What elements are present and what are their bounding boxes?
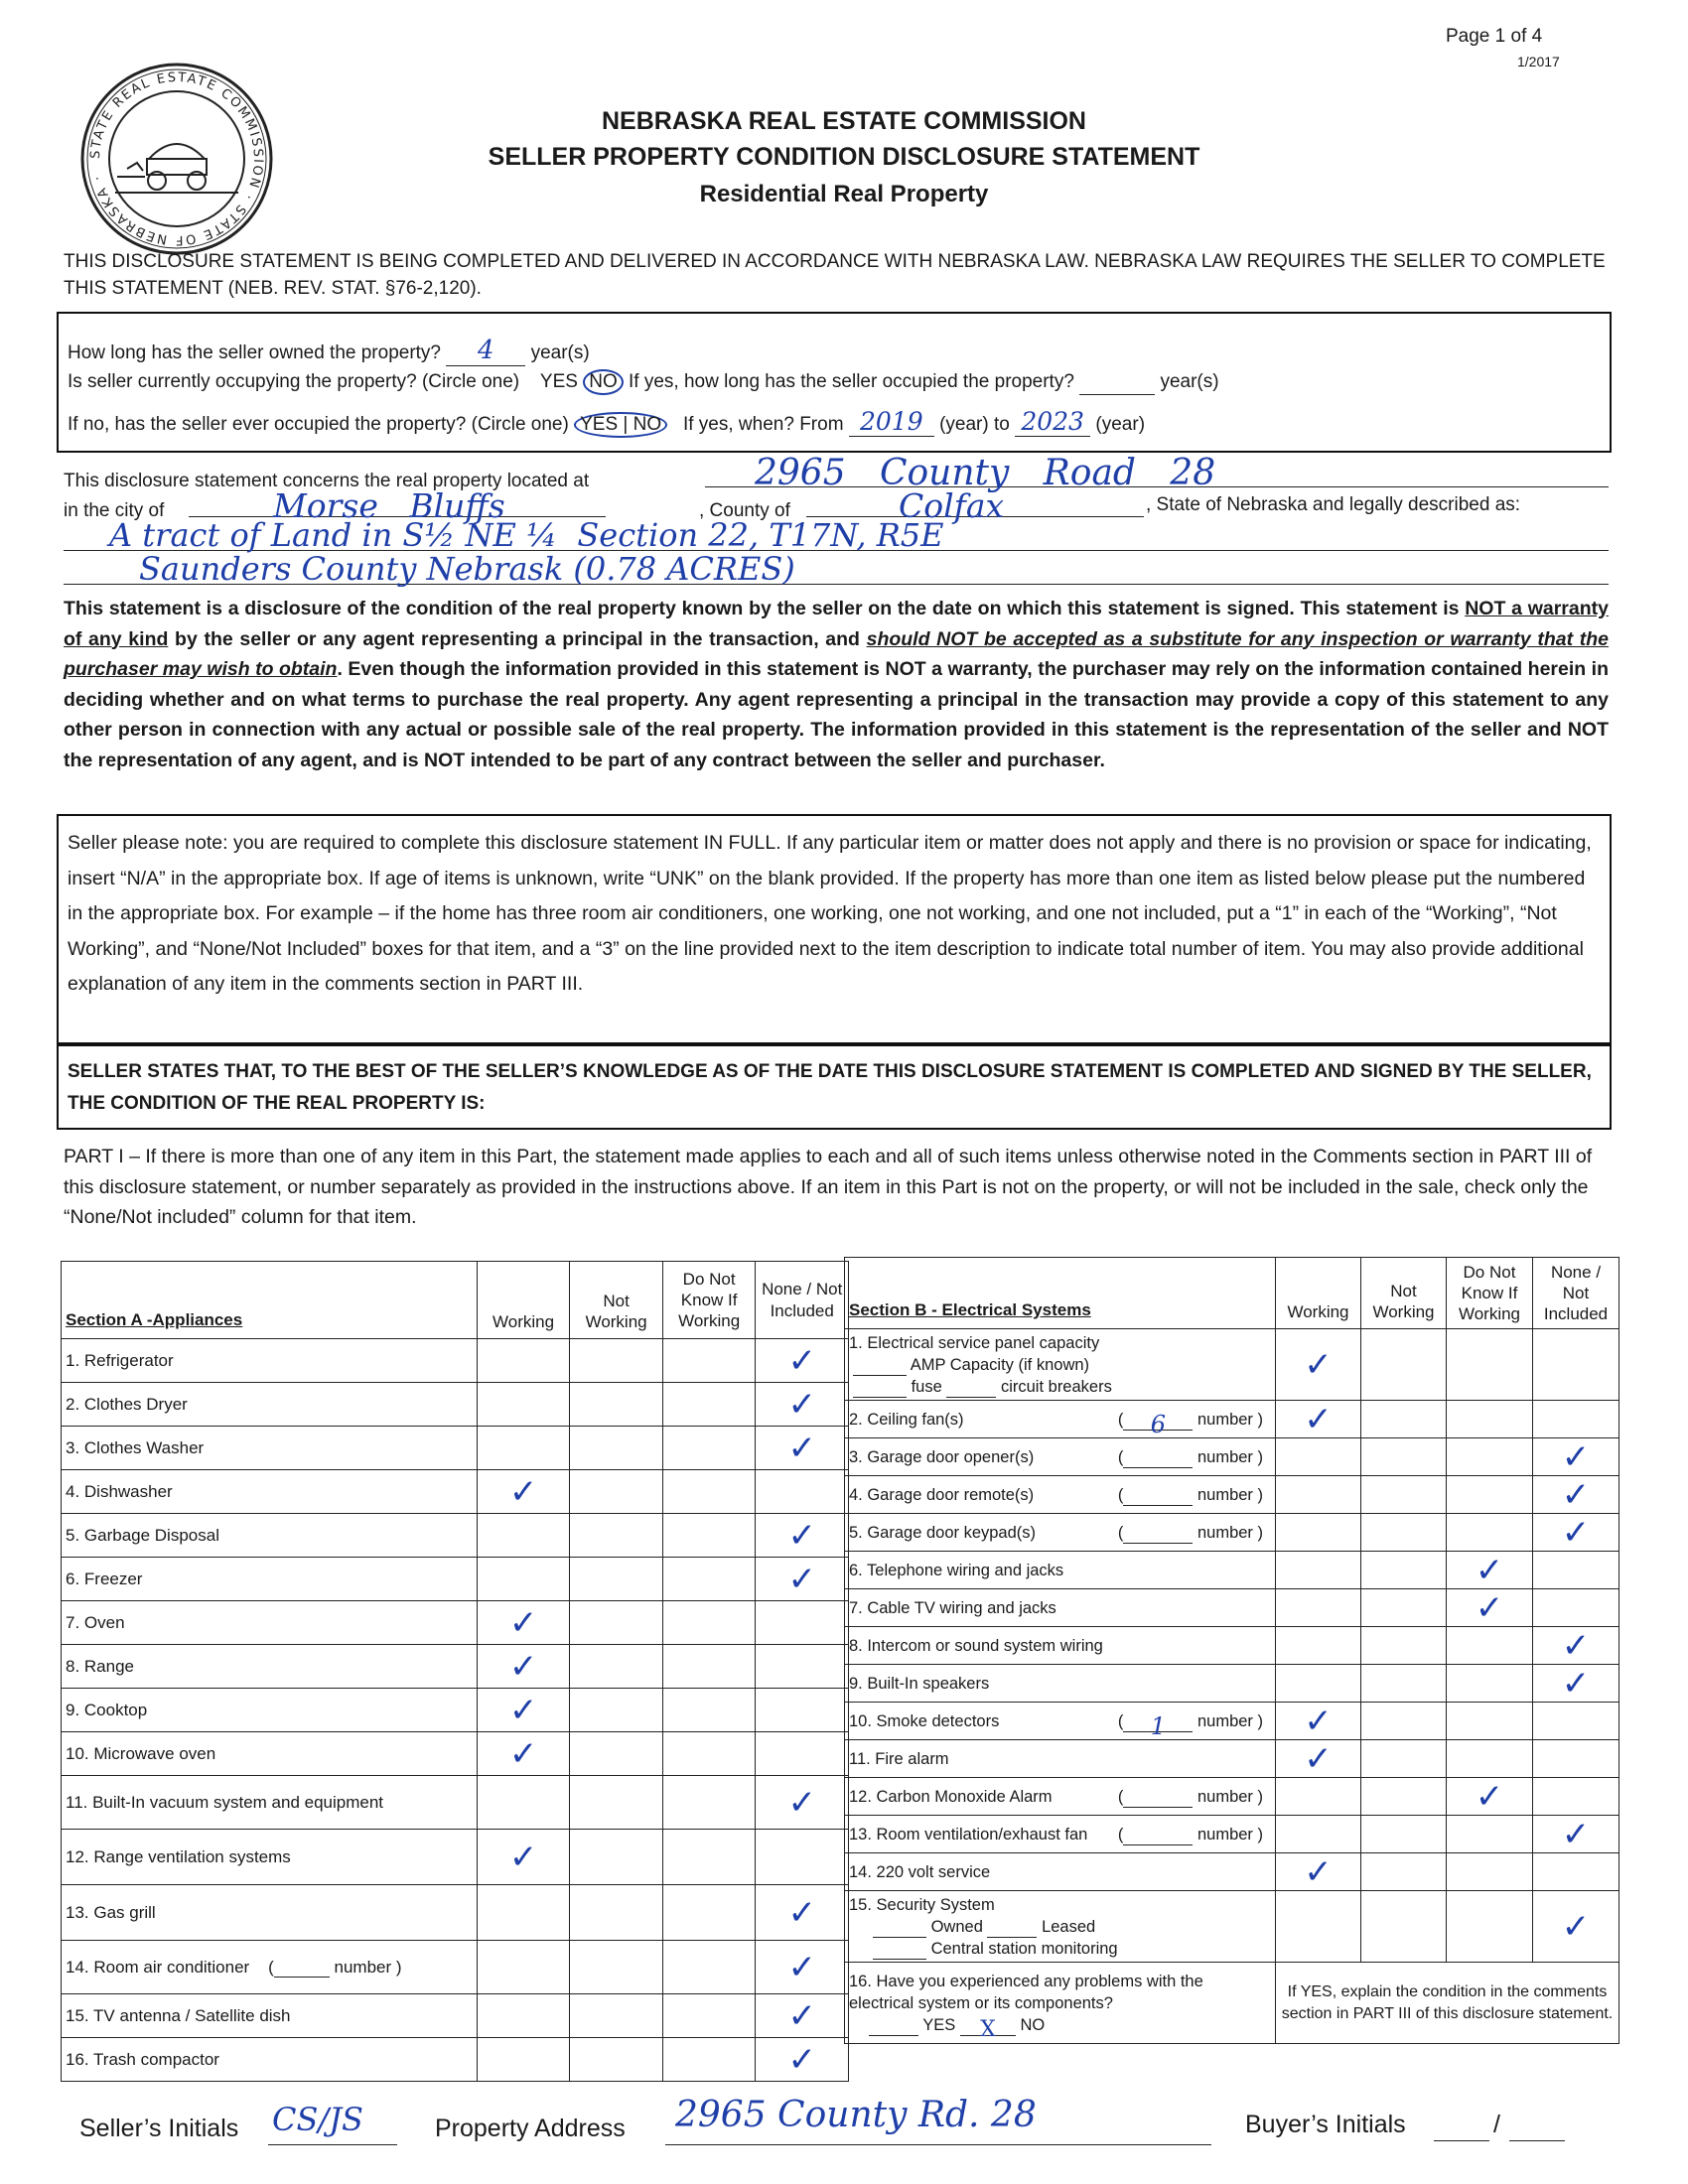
- section-a-checkbox-4[interactable]: [756, 1470, 849, 1514]
- section-a-checkbox-2[interactable]: [570, 1885, 663, 1941]
- col-not-working: Not Working: [570, 1262, 663, 1339]
- section-a-checkbox-3[interactable]: [662, 1339, 756, 1383]
- check-mark-icon: ✓: [508, 1646, 538, 1687]
- section-a-checkbox-3[interactable]: [662, 1383, 756, 1427]
- section-b-row-intercom-or-sound-system-wiring: [845, 1627, 1619, 1665]
- check-mark-icon: ✓: [1304, 1701, 1333, 1741]
- section-b-checkbox-2[interactable]: [1361, 1816, 1447, 1853]
- section-b-checkbox-3[interactable]: [1447, 1401, 1533, 1438]
- check-mark-icon: ✓: [787, 1340, 816, 1381]
- section-b-checkbox-2[interactable]: [1361, 1778, 1447, 1816]
- legal-description-line2[interactable]: Saunders County Nebrask (0.78 ACRES): [139, 550, 795, 588]
- check-mark-icon: ✓: [1561, 1814, 1591, 1854]
- section-a-table: [61, 1261, 849, 2082]
- section-b-item-label: 1. Electrical service panel capacity AMP Capacity (if known) fuse circuit breakers: [845, 1329, 1276, 1401]
- check-mark-icon: ✓: [1304, 1399, 1333, 1439]
- section-a-checkbox-3[interactable]: [662, 1994, 756, 2038]
- section-a-checkbox-2[interactable]: [570, 1645, 663, 1689]
- state-label: , State of Nebraska and legally described as:: [1146, 494, 1521, 515]
- section-b-checkbox-3[interactable]: [1447, 1778, 1533, 1816]
- section-a-checkbox-1[interactable]: [477, 1601, 570, 1645]
- section-b-checkbox-1[interactable]: [1276, 1778, 1361, 1816]
- section-a-checkbox-1[interactable]: [477, 1383, 570, 1427]
- section-a-item-label: 11. Built-In vacuum system and equipment: [62, 1776, 478, 1830]
- section-b-item-label: 4. Garage door remote(s) ( number ): [845, 1476, 1276, 1514]
- section-b-checkbox-1[interactable]: [1276, 1329, 1361, 1401]
- section-b-checkbox-2[interactable]: [1361, 1401, 1447, 1438]
- section-b-row-cable-tv-wiring-and-jacks: [845, 1589, 1619, 1627]
- section-b-checkbox-1[interactable]: [1276, 1438, 1361, 1476]
- section-b-checkbox-3[interactable]: [1447, 1476, 1533, 1514]
- section-a-item-label: 13. Gas grill: [62, 1885, 478, 1941]
- section-a-checkbox-4[interactable]: [756, 1994, 849, 2038]
- section-a-checkbox-3[interactable]: [662, 1427, 756, 1470]
- seller-note-text: Seller please note: you are required to complete this disclosure statement IN FULL. If any particular item or matter does not apply and there is no provision or space for indicating, insert “N/A” in the appropriate box. If age of items is unknown, write “UNK” on the blank provided. If the property has more than one item as listed below please put the numbered in the appropriate box. For example – if the home has three room air conditioners, one working, one not working, and one not included, put a “1” in each of the “Working”, “Not Working”, and “None/Not Included” boxes for that item, and a “3” on the line provided next to the item description to indicate total number of item. You may also provide additional explanation of any item in the comments section in PART III.: [68, 832, 1592, 995]
- section-b-row-garage-door-keypad-s: [845, 1514, 1619, 1552]
- section-b-checkbox-4[interactable]: [1533, 1476, 1619, 1514]
- section-a-checkbox-3[interactable]: [662, 1514, 756, 1558]
- section-b-item-label: 10. Smoke detectors ( 1 number ): [845, 1703, 1276, 1740]
- section-a-checkbox-1[interactable]: [477, 1689, 570, 1732]
- section-a-checkbox-2[interactable]: [570, 1830, 663, 1885]
- check-mark-icon: ✓: [787, 1384, 816, 1425]
- section-a-item-label: 9. Cooktop: [62, 1689, 478, 1732]
- seller-initials-value[interactable]: CS/JS: [272, 2101, 363, 2138]
- check-mark-icon: ✓: [1561, 1663, 1591, 1704]
- check-mark-icon: ✓: [508, 1602, 538, 1643]
- section-a-checkbox-2[interactable]: [570, 1514, 663, 1558]
- section-a-checkbox-1[interactable]: [477, 1645, 570, 1689]
- section-a-checkbox-4[interactable]: [756, 1732, 849, 1776]
- section-a-checkbox-1[interactable]: [477, 1339, 570, 1383]
- occupying-yes[interactable]: YES: [539, 371, 578, 392]
- section-a-checkbox-3[interactable]: [662, 1941, 756, 1994]
- section-a-checkbox-3[interactable]: [662, 1732, 756, 1776]
- section-b-checkbox-3[interactable]: [1447, 1740, 1533, 1778]
- section-b-checkbox-2[interactable]: [1361, 1627, 1447, 1665]
- section-b-checkbox-3[interactable]: [1447, 1514, 1533, 1552]
- section-b-checkbox-2[interactable]: [1361, 1514, 1447, 1552]
- section-a-checkbox-3[interactable]: [662, 1558, 756, 1601]
- section-a-checkbox-3[interactable]: [662, 2038, 756, 2082]
- section-b-item-label: 3. Garage door opener(s) ( number ): [845, 1438, 1276, 1476]
- section-b-checkbox-1[interactable]: [1276, 1401, 1361, 1438]
- section-a-row-clothes-dryer: [62, 1383, 849, 1427]
- col-none-not-included: None / Not Included: [756, 1262, 849, 1339]
- section-a-checkbox-3[interactable]: [662, 1645, 756, 1689]
- section-a-item-label: 4. Dishwasher: [62, 1470, 478, 1514]
- check-mark-icon: ✓: [1561, 1512, 1591, 1553]
- section-b-item-label: 2. Ceiling fan(s) ( 6 number ): [845, 1401, 1276, 1438]
- section-a-checkbox-4[interactable]: [756, 1339, 849, 1383]
- section-b-checkbox-1[interactable]: [1276, 1514, 1361, 1552]
- county-label: , County of: [699, 500, 790, 521]
- section-a-item-label: 6. Freezer: [62, 1558, 478, 1601]
- section-a-checkbox-4[interactable]: [756, 1383, 849, 1427]
- section-a-checkbox-2[interactable]: [570, 1383, 663, 1427]
- no-mark[interactable]: X: [980, 2016, 996, 2042]
- check-mark-icon: ✓: [508, 1837, 538, 1877]
- section-a-checkbox-2[interactable]: [570, 1339, 663, 1383]
- svg-text:STATE REAL ESTATE COMMISSION ·: STATE REAL ESTATE COMMISSION · STATE OF NEBRASKA ·: [87, 69, 266, 248]
- section-a-checkbox-3[interactable]: [662, 1830, 756, 1885]
- section-a-checkbox-1[interactable]: [477, 1470, 570, 1514]
- check-mark-icon: ✓: [508, 1690, 538, 1730]
- col-not-working-b: Not Working: [1361, 1258, 1447, 1329]
- col-do-not-know-b: Do Not Know If Working: [1447, 1258, 1533, 1329]
- section-b-checkbox-2[interactable]: [1361, 1891, 1447, 1963]
- county-value[interactable]: Colfax: [899, 486, 1005, 525]
- occupied-from-year[interactable]: 2019: [849, 407, 934, 437]
- disclaimer-paragraph: This statement is a disclosure of the condition of the real property known by the seller on the date on which this statement is signed. This statement is NOT a warranty of any kind by the seller or any agent representing a principal in the transaction, and should NOT be accepted as a substitute for any inspection or warranty that the purchaser may wish to obtain. Even though the information provided in this statement is NOT a warranty, the purchaser may rely on the information contained herein in deciding whether and on what terms to purchase the real property. Any agent representing a principal in the transaction may provide a copy of this statement to any other person in connection with any actual or possible sale of the real property. The information provided in this statement is the representation of the seller and NOT the representation of any agent, and is NOT intended to be part of any contract between the seller and purchaser.: [64, 598, 1610, 771]
- section-b-checkbox-4[interactable]: [1533, 1778, 1619, 1816]
- section-b-checkbox-3[interactable]: [1447, 1329, 1533, 1401]
- section-b-row-fire-alarm: [845, 1740, 1619, 1778]
- section-b-checkbox-3[interactable]: [1447, 1665, 1533, 1703]
- section-a-checkbox-2[interactable]: [570, 1558, 663, 1601]
- section-a-checkbox-4[interactable]: [756, 1689, 849, 1732]
- check-mark-icon: ✓: [787, 1428, 816, 1468]
- check-mark-icon: ✓: [1561, 1436, 1591, 1477]
- section-a-row-oven: [62, 1601, 849, 1645]
- legal-description-line1[interactable]: A tract of Land in S½ NE ¼ Section 22, T17N, R5E: [109, 516, 944, 554]
- section-a-checkbox-3[interactable]: [662, 1689, 756, 1732]
- seller-states-text: SELLER STATES THAT, TO THE BEST OF THE SELLER’S KNOWLEDGE AS OF THE DATE THIS DISCLOSURE STATEMENT IS COMPLETED AND SIGNED BY THE SELLER, THE CONDITION OF THE REAL PROPERTY IS:: [68, 1061, 1592, 1114]
- occupying-no-circled[interactable]: NO: [583, 369, 624, 395]
- section-a-row-refrigerator: [62, 1339, 849, 1383]
- occupying-question: Is seller currently occupying the property? (Circle one) YES NO If yes, how long has the seller occupied the property? year(s): [68, 369, 1219, 395]
- check-mark-icon: ✓: [1561, 1906, 1591, 1947]
- section-b-checkbox-4[interactable]: [1533, 1514, 1619, 1552]
- property-located-label: This disclosure statement concerns the real property located at: [64, 471, 590, 491]
- section-a-row-cooktop: [62, 1689, 849, 1732]
- section-b-item-label: 7. Cable TV wiring and jacks: [845, 1589, 1276, 1627]
- section-b-checkbox-1[interactable]: [1276, 1891, 1361, 1963]
- section-b-checkbox-1[interactable]: [1276, 1816, 1361, 1853]
- section-a-item-label: 10. Microwave oven: [62, 1732, 478, 1776]
- section-a-checkbox-4[interactable]: [756, 1427, 849, 1470]
- section-b-checkbox-3[interactable]: [1447, 1552, 1533, 1589]
- footer-address-value[interactable]: 2965 County Rd. 28: [675, 2095, 1037, 2135]
- col-do-not-know: Do Not Know If Working: [662, 1262, 756, 1339]
- section-b-item-label: 6. Telephone wiring and jacks: [845, 1552, 1276, 1589]
- section-a-checkbox-4[interactable]: [756, 1601, 849, 1645]
- buyer-initials-label: Buyer’s Initials: [1245, 2111, 1406, 2138]
- section-a-item-label: 12. Range ventilation systems: [62, 1830, 478, 1885]
- section-b-checkbox-3[interactable]: [1447, 1816, 1533, 1853]
- section-a-checkbox-4[interactable]: [756, 1885, 849, 1941]
- section-b-checkbox-1[interactable]: [1276, 1589, 1361, 1627]
- section-a-checkbox-3[interactable]: [662, 1776, 756, 1830]
- section-a-checkbox-2[interactable]: [570, 1994, 663, 2038]
- section-b-checkbox-3[interactable]: [1447, 1703, 1533, 1740]
- section-a-checkbox-1[interactable]: [477, 1776, 570, 1830]
- section-b-title: Section B - Electrical Systems: [845, 1258, 1276, 1329]
- section-b-row-room-ventilation-exhaust-fan: [845, 1816, 1619, 1853]
- section-a-checkbox-4[interactable]: [756, 1514, 849, 1558]
- section-a-row-range-ventilation-systems: [62, 1830, 849, 1885]
- section-a-checkbox-3[interactable]: [662, 1885, 756, 1941]
- property-address-value[interactable]: 2965 County Road 28: [755, 453, 1216, 493]
- section-b-checkbox-4[interactable]: [1533, 1891, 1619, 1963]
- section-b-checkbox-4[interactable]: [1533, 1740, 1619, 1778]
- section-a-item-label: 3. Clothes Washer: [62, 1427, 478, 1470]
- section-a-checkbox-1[interactable]: [477, 1514, 570, 1558]
- section-b-checkbox-4[interactable]: [1533, 1552, 1619, 1589]
- section-b-item-label: 13. Room ventilation/exhaust fan ( number ): [845, 1816, 1276, 1853]
- section-b-item-label: 11. Fire alarm: [845, 1740, 1276, 1778]
- section-b-checkbox-4[interactable]: [1533, 1627, 1619, 1665]
- section-a-checkbox-2[interactable]: [570, 1427, 663, 1470]
- problem-explanation-note: If YES, explain the condition in the comments section in PART III of this disclosure statement.: [1276, 1963, 1619, 2044]
- section-b-checkbox-4[interactable]: [1533, 1703, 1619, 1740]
- section-a-checkbox-1[interactable]: [477, 1732, 570, 1776]
- check-mark-icon: ✓: [787, 1995, 816, 2036]
- check-mark-icon: ✓: [1304, 1851, 1333, 1892]
- section-b-checkbox-1[interactable]: [1276, 1665, 1361, 1703]
- section-b-row-have-you-experienced-any-problems-with-t: [845, 1963, 1619, 2044]
- section-a-row-freezer: [62, 1558, 849, 1601]
- occupied-to-year[interactable]: 2023: [1015, 407, 1090, 437]
- check-mark-icon: ✓: [1561, 1474, 1591, 1515]
- seller-initials-label: Seller’s Initials: [79, 2115, 239, 2142]
- section-b-checkbox-4[interactable]: [1533, 1401, 1619, 1438]
- property-address-label: Property Address: [435, 2115, 626, 2142]
- section-a-checkbox-2[interactable]: [570, 1732, 663, 1776]
- section-b-checkbox-3[interactable]: [1447, 1891, 1533, 1963]
- section-a-item-label: 2. Clothes Dryer: [62, 1383, 478, 1427]
- section-b-checkbox-2[interactable]: [1361, 1853, 1447, 1891]
- title-line2: SELLER PROPERTY CONDITION DISCLOSURE STATEMENT: [488, 143, 1200, 171]
- section-a-checkbox-1[interactable]: [477, 2038, 570, 2082]
- check-mark-icon: ✓: [787, 1559, 816, 1599]
- section-b-item-label: 5. Garage door keypad(s) ( number ): [845, 1514, 1276, 1552]
- section-a-row-range: [62, 1645, 849, 1689]
- section-b-checkbox-4[interactable]: [1533, 1438, 1619, 1476]
- section-b-row-carbon-monoxide-alarm: [845, 1778, 1619, 1816]
- intro-text: THIS DISCLOSURE STATEMENT IS BEING COMPLETED AND DELIVERED IN ACCORDANCE WITH NEBRASKA LAW. NEBRASKA LAW REQUIRES THE SELLER TO COMPLETE THIS STATEMENT (NEB. REV. STAT. §76-2,120).: [64, 251, 1606, 299]
- check-mark-icon: ✓: [787, 1947, 816, 1987]
- section-a-checkbox-1[interactable]: [477, 1885, 570, 1941]
- check-mark-icon: ✓: [508, 1733, 538, 1774]
- section-a-checkbox-4[interactable]: [756, 1941, 849, 1994]
- section-b-checkbox-2[interactable]: [1361, 1740, 1447, 1778]
- section-a-row-garbage-disposal: [62, 1514, 849, 1558]
- section-a-checkbox-4[interactable]: [756, 1830, 849, 1885]
- section-a-checkbox-2[interactable]: [570, 2038, 663, 2082]
- section-a-checkbox-1[interactable]: [477, 1427, 570, 1470]
- section-b-checkbox-4[interactable]: [1533, 1589, 1619, 1627]
- section-a-row-built-in-vacuum-system-and-equipment: [62, 1776, 849, 1830]
- section-b-checkbox-3[interactable]: [1447, 1853, 1533, 1891]
- section-a-checkbox-3[interactable]: [662, 1601, 756, 1645]
- section-a-row-room-air-conditioner: [62, 1941, 849, 1994]
- section-b-checkbox-1[interactable]: [1276, 1552, 1361, 1589]
- section-b-item-label: 14. 220 volt service: [845, 1853, 1276, 1891]
- col-working: Working: [477, 1262, 570, 1339]
- footer: [79, 2095, 1628, 2150]
- check-mark-icon: ✓: [1475, 1587, 1504, 1628]
- section-a-checkbox-2[interactable]: [570, 1941, 663, 1994]
- section-a-title: Section A -Appliances: [62, 1262, 478, 1339]
- owned-question: How long has the seller owned the property? 4 year(s): [68, 336, 590, 365]
- col-working-b: Working: [1276, 1258, 1361, 1329]
- section-b-item-label: 8. Intercom or sound system wiring: [845, 1627, 1276, 1665]
- section-a-checkbox-2[interactable]: [570, 1776, 663, 1830]
- section-a-item-label: 7. Oven: [62, 1601, 478, 1645]
- section-b-row-electrical-service-panel-capacity: [845, 1329, 1619, 1401]
- section-b-checkbox-1[interactable]: [1276, 1853, 1361, 1891]
- check-mark-icon: ✓: [1475, 1776, 1504, 1817]
- section-b-row-ceiling-fan-s: [845, 1401, 1619, 1438]
- title-line1: NEBRASKA REAL ESTATE COMMISSION: [602, 107, 1086, 135]
- part-one-text: PART I – If there is more than one of any item in this Part, the statement made applies to each and all of such items unless otherwise noted in the Comments section in PART III of this disclosure statement, or number separately as provided in the instructions above. If an item in this Part is not on the property, or will not be included in the sale, check only the “None/Not included” column for that item.: [64, 1146, 1593, 1228]
- section-a-checkbox-3[interactable]: [662, 1470, 756, 1514]
- section-b-checkbox-3[interactable]: [1447, 1589, 1533, 1627]
- section-a-checkbox-4[interactable]: [756, 1645, 849, 1689]
- section-b-row-telephone-wiring-and-jacks: [845, 1552, 1619, 1589]
- city-label: in the city of: [64, 500, 165, 521]
- check-mark-icon: ✓: [1475, 1550, 1504, 1590]
- check-mark-icon: ✓: [787, 1892, 816, 1933]
- section-b-row-220-volt-service: [845, 1853, 1619, 1891]
- section-a-checkbox-1[interactable]: [477, 1994, 570, 2038]
- check-mark-icon: ✓: [508, 1471, 538, 1512]
- section-b-checkbox-1[interactable]: [1276, 1740, 1361, 1778]
- section-a-checkbox-1[interactable]: [477, 1558, 570, 1601]
- section-b-checkbox-2[interactable]: [1361, 1589, 1447, 1627]
- section-a-row-gas-grill: [62, 1885, 849, 1941]
- owned-years-value[interactable]: 4: [446, 336, 525, 366]
- section-a-row-microwave-oven: [62, 1732, 849, 1776]
- section-a-item-label: 1. Refrigerator: [62, 1339, 478, 1383]
- section-a-item-label: 15. TV antenna / Satellite dish: [62, 1994, 478, 2038]
- section-a-row-dishwasher: [62, 1470, 849, 1514]
- section-b-checkbox-1[interactable]: [1276, 1627, 1361, 1665]
- check-mark-icon: ✓: [787, 1782, 816, 1823]
- section-b-item-label: 16. Have you experienced any problems with the electrical system or its components? YES X NO: [845, 1963, 1276, 2044]
- section-b-item-label: 12. Carbon Monoxide Alarm ( number ): [845, 1778, 1276, 1816]
- col-none-not-included-b: None / Not Included: [1533, 1258, 1619, 1329]
- check-mark-icon: ✓: [787, 2039, 816, 2080]
- section-b-checkbox-2[interactable]: [1361, 1703, 1447, 1740]
- section-b-table: [844, 1257, 1619, 2044]
- section-b-checkbox-1[interactable]: [1276, 1476, 1361, 1514]
- section-b-checkbox-3[interactable]: [1447, 1438, 1533, 1476]
- section-b-row-built-in-speakers: [845, 1665, 1619, 1703]
- section-a-checkbox-2[interactable]: [570, 1470, 663, 1514]
- section-b-checkbox-3[interactable]: [1447, 1627, 1533, 1665]
- title-line3: Residential Real Property: [699, 181, 989, 207]
- check-mark-icon: ✓: [1304, 1738, 1333, 1779]
- check-mark-icon: ✓: [1304, 1344, 1333, 1385]
- section-b-checkbox-4[interactable]: [1533, 1329, 1619, 1401]
- section-b-item-label: 15. Security System Owned Leased Central station monitoring: [845, 1891, 1276, 1963]
- check-mark-icon: ✓: [787, 1515, 816, 1556]
- section-b-checkbox-2[interactable]: [1361, 1329, 1447, 1401]
- section-b-row-security-system: [845, 1891, 1619, 1963]
- ever-occupied-yes-circled[interactable]: YES | NO: [574, 412, 667, 438]
- section-a-checkbox-4[interactable]: [756, 1558, 849, 1601]
- check-mark-icon: ✓: [1561, 1625, 1591, 1666]
- buyer-initials-slash: /: [1493, 2111, 1500, 2138]
- section-b-checkbox-1[interactable]: [1276, 1703, 1361, 1740]
- section-b-checkbox-2[interactable]: [1361, 1665, 1447, 1703]
- section-a-checkbox-4[interactable]: [756, 1776, 849, 1830]
- section-a-checkbox-4[interactable]: [756, 2038, 849, 2082]
- section-b-checkbox-2[interactable]: [1361, 1476, 1447, 1514]
- section-a-checkbox-1[interactable]: [477, 1830, 570, 1885]
- section-b-row-garage-door-opener-s: [845, 1438, 1619, 1476]
- section-a-item-label: 8. Range: [62, 1645, 478, 1689]
- section-b-item-label: 9. Built-In speakers: [845, 1665, 1276, 1703]
- ever-occupied-question: If no, has the seller ever occupied the property? (Circle one) YES | NO If yes, when? From 2019 (year) to 2023 (year): [68, 407, 1146, 436]
- section-a-checkbox-2[interactable]: [570, 1601, 663, 1645]
- section-a-row-tv-antenna-satellite-dish: [62, 1994, 849, 2038]
- section-b-checkbox-4[interactable]: [1533, 1816, 1619, 1853]
- section-b-checkbox-2[interactable]: [1361, 1438, 1447, 1476]
- section-a-row-trash-compactor: [62, 2038, 849, 2082]
- section-b-checkbox-4[interactable]: [1533, 1853, 1619, 1891]
- section-b-checkbox-2[interactable]: [1361, 1552, 1447, 1589]
- section-b-checkbox-4[interactable]: [1533, 1665, 1619, 1703]
- section-a-item-label: 16. Trash compactor: [62, 2038, 478, 2082]
- city-value[interactable]: Morse Bluffs: [273, 486, 505, 525]
- section-a-item-label: 14. Room air conditioner ( number ): [62, 1941, 478, 1994]
- form-revision: 1/2017: [1517, 54, 1560, 69]
- page-number: Page 1 of 4: [1446, 26, 1543, 47]
- section-a-checkbox-1[interactable]: [477, 1941, 570, 1994]
- section-b-row-garage-door-remote-s: [845, 1476, 1619, 1514]
- section-b-row-smoke-detectors: [845, 1703, 1619, 1740]
- section-a-checkbox-2[interactable]: [570, 1689, 663, 1732]
- section-a-row-clothes-washer: [62, 1427, 849, 1470]
- section-a-item-label: 5. Garbage Disposal: [62, 1514, 478, 1558]
